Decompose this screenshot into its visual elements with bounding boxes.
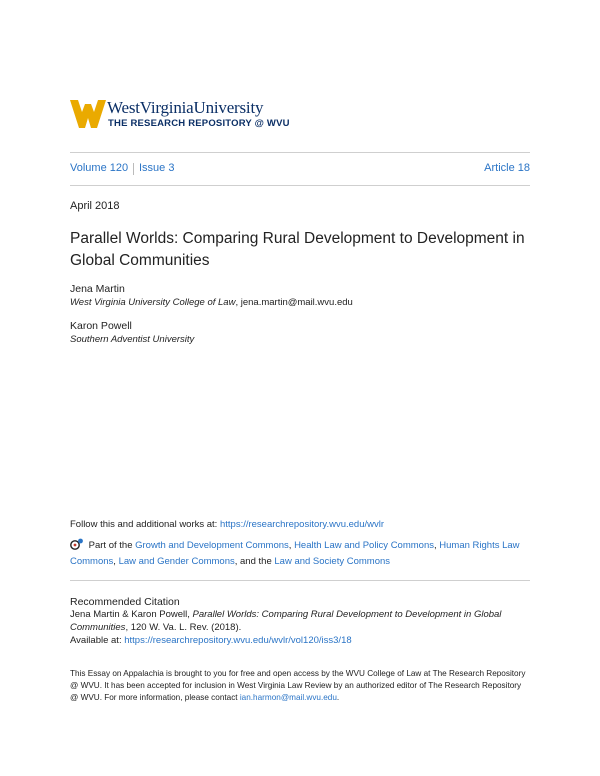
footer-end: . <box>336 693 340 702</box>
available-label: Available at: <box>70 635 122 646</box>
network-icon <box>70 538 84 550</box>
citation-authors: Jena Martin & Karon Powell, <box>70 609 190 620</box>
divider <box>70 580 530 581</box>
author-name: Karon Powell <box>70 320 132 332</box>
follow-text: Follow this and additional works at: <box>70 519 218 530</box>
part-of: Part of the Growth and Development Commons, Health Law and Policy Commons, Human Rights Law Commons, Law and Gender Commons, and the Law and Society Commons <box>70 540 520 567</box>
author-email[interactable]: jena.martin@mail.wvu.edu <box>240 297 353 308</box>
commons-link[interactable]: Health Law and Policy Commons <box>294 540 434 551</box>
commons-link[interactable]: Law and Society Commons <box>274 556 391 567</box>
author-affiliation <box>70 334 194 345</box>
commons-link[interactable]: Human Rights Law Commons <box>70 540 520 567</box>
separator <box>133 163 134 175</box>
volume-link[interactable]: Volume 120 <box>70 162 129 174</box>
citation-text <box>70 608 540 647</box>
follow-link[interactable]: https://researchrepository.wvu.edu/wvlr <box>219 519 384 530</box>
citation-source: , 120 W. Va. L. Rev. (2018). <box>125 622 242 633</box>
flying-wv-icon <box>70 98 106 130</box>
divider <box>70 185 530 186</box>
recommended-citation-heading: Recommended Citation <box>70 596 180 608</box>
divider <box>70 152 530 153</box>
citation-link[interactable]: https://researchrepository.wvu.edu/wvlr/vol120/iss3/18 <box>124 635 352 646</box>
contact-email-link[interactable]: ian.harmon@mail.wvu.edu <box>239 693 337 702</box>
part-of-prefix: Part of the <box>88 540 133 551</box>
commons-link[interactable]: Growth and Development Commons <box>135 540 289 551</box>
part-of-and: , and the <box>234 556 272 567</box>
logo-subtitle: THE RESEARCH REPOSITORY @ WVU <box>108 118 290 129</box>
article-link[interactable]: Article 18 <box>484 162 530 174</box>
affiliation-text: Southern Adventist University <box>70 334 195 345</box>
logo-title: WestVirginiaUniversity <box>107 98 264 117</box>
issue-link[interactable]: Issue 3 <box>139 162 175 174</box>
affiliation-text: West Virginia University College of Law <box>70 297 236 308</box>
author-name: Jena Martin <box>70 283 125 295</box>
issue-bar <box>70 162 530 178</box>
article-title: Parallel Worlds: Comparing Rural Development to Development in Global Communities <box>70 230 525 269</box>
author-affiliation: West Virginia University College of Law, jena.martin@mail.wvu.edu <box>70 297 353 308</box>
commons-link[interactable]: Law and Gender Commons <box>118 556 235 567</box>
citation-title: Parallel Worlds: Comparing Rural Development to Development in Global Communities <box>70 609 502 633</box>
publication-date: April 2018 <box>70 200 120 212</box>
wvu-logo[interactable] <box>70 98 300 138</box>
follow-line <box>70 519 384 530</box>
footer-notice <box>70 668 530 704</box>
footer-text: This Essay on Appalachia is brought to you for free and open access by the WVU College of Law at The Research Repository @ WVU. It has been accepted for inclusion in West Virginia Law Review by an authorized editor of The Research Repository @ WVU. For more information, please contact <box>70 669 526 702</box>
